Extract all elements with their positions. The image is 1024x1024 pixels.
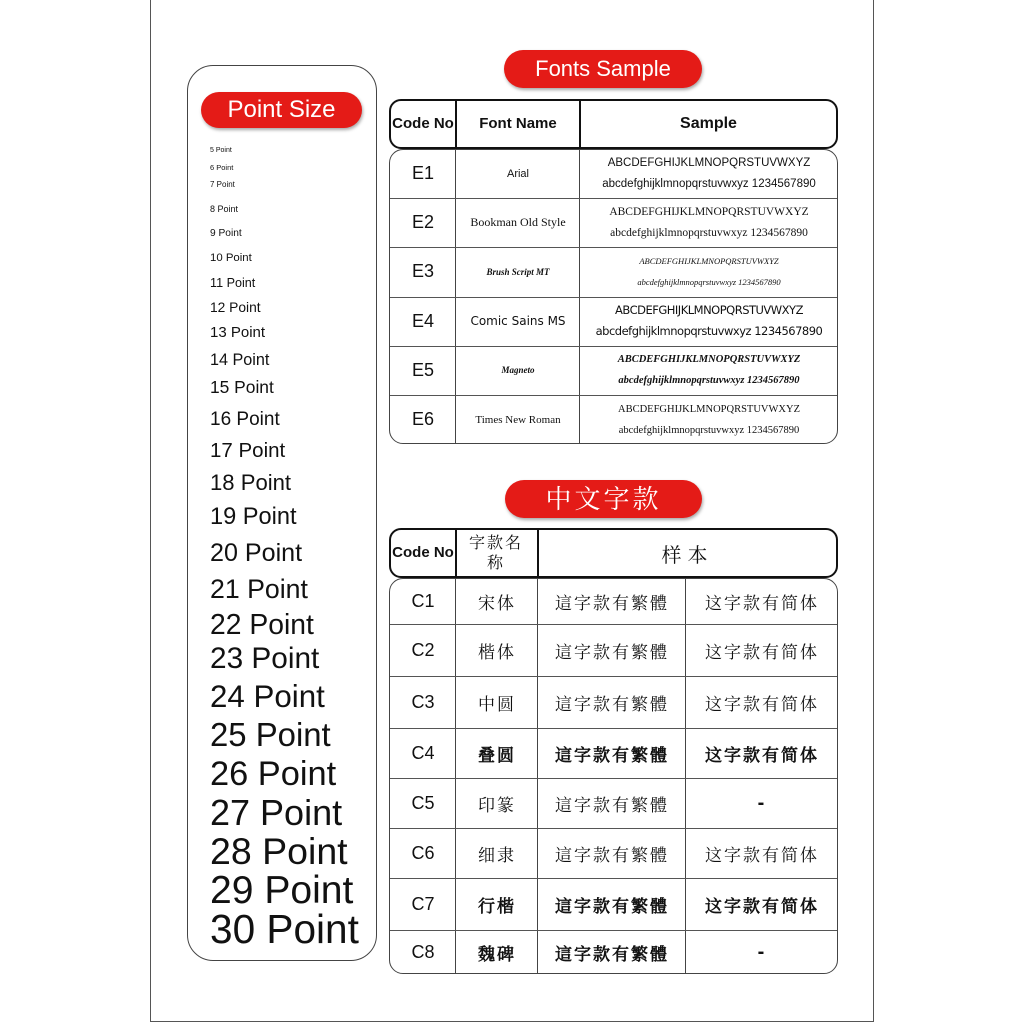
sample-uppercase: ABCDEFGHIJKLMNOPQRSTUVWXYZ <box>617 403 800 415</box>
header-sample: Sample <box>680 115 737 132</box>
cn-font-code: C3 <box>411 691 435 712</box>
sample-uppercase: ABCDEFGHIJKLMNOPQRSTUVWXYZ <box>639 255 779 266</box>
cn-sample-traditional: 這字款有繁體 <box>555 694 669 714</box>
sample-lowercase: abcdefghijklmnopqrstuvwxyz 1234567890 <box>618 424 800 436</box>
point-size-item: 22 Point <box>210 608 314 640</box>
point-size-item: 27 Point <box>210 792 343 833</box>
font-sample <box>581 346 837 395</box>
font-code: E5 <box>411 359 435 380</box>
cn-font-code: C8 <box>411 941 435 962</box>
point-size-title: Point Size <box>201 92 362 128</box>
sample-uppercase: ABCDEFGHIJKLMNOPQRSTUVWXYZ <box>617 354 801 366</box>
font-name: Magneto <box>501 365 535 376</box>
cn-font-name: 魏碑 <box>478 944 516 964</box>
point-size-item: 28 Point <box>210 830 348 872</box>
divider <box>537 578 538 974</box>
font-name: Arial <box>506 167 529 180</box>
font-code: E6 <box>411 409 435 430</box>
cn-font-code: C2 <box>411 639 435 660</box>
cn-sample-simplified: - <box>757 940 767 963</box>
sample-lowercase: abcdefghijklmnopqrstuvwxyz 1234567890 <box>618 375 800 387</box>
point-size-item: 29 Point <box>210 869 354 912</box>
font-sample <box>581 395 837 444</box>
point-size-item: 15 Point <box>210 377 274 397</box>
point-size-item: 12 Point <box>210 300 261 315</box>
cn-sample-simplified: 这字款有简体 <box>705 896 819 916</box>
sample-lowercase: abcdefghijklmnopqrstuvwxyz 1234567890 <box>595 324 823 339</box>
font-code: E2 <box>411 212 435 233</box>
sample-uppercase: ABCDEFGHIJKLMNOPQRSTUVWXYZ <box>615 303 803 318</box>
font-name: Brush Script MT <box>486 266 550 277</box>
cn-sample-traditional: 這字款有繁體 <box>555 642 669 662</box>
cn-sample-simplified: 这字款有简体 <box>705 593 819 613</box>
point-size-item: 16 Point <box>210 409 280 430</box>
cn-font-code: C5 <box>411 792 435 813</box>
cn-sample-traditional: 這字款有繁體 <box>555 795 669 815</box>
point-size-item: 25 Point <box>210 716 331 753</box>
cn-font-name: 叠圆 <box>478 745 516 765</box>
header-code-no: Code No <box>392 115 454 132</box>
font-name: Bookman Old Style <box>470 215 566 230</box>
cn-sample-traditional: 這字款有繁體 <box>555 896 669 916</box>
cn-header-sample: 样本 <box>661 544 714 567</box>
point-size-item: 20 Point <box>210 539 303 567</box>
cn-font-code: C1 <box>411 590 435 611</box>
point-size-item: 14 Point <box>210 351 270 369</box>
cn-font-name: 中圆 <box>478 694 516 714</box>
font-sample <box>581 247 837 296</box>
cn-header-font-name: 字款名称 <box>468 535 523 572</box>
cn-sample-traditional: 這字款有繁體 <box>555 845 669 865</box>
cn-font-code: C4 <box>411 742 435 763</box>
cn-sample-simplified: 这字款有简体 <box>705 745 819 765</box>
point-size-item: 26 Point <box>210 755 337 793</box>
cn-sample-traditional: 這字款有繁體 <box>555 944 669 964</box>
font-code: E1 <box>411 163 435 184</box>
fonts-sample-title: Fonts Sample <box>504 50 702 88</box>
cn-sample-simplified: 这字款有简体 <box>705 694 819 714</box>
font-code: E3 <box>411 261 435 282</box>
divider <box>455 528 457 578</box>
font-sample <box>581 297 837 346</box>
cn-sample-simplified: 这字款有简体 <box>705 845 819 865</box>
cn-font-name: 细隶 <box>478 845 516 865</box>
sample-lowercase: abcdefghijklmnopqrstuvwxyz 1234567890 <box>637 276 781 287</box>
font-sample <box>581 198 837 247</box>
point-size-item: 23 Point <box>210 642 320 675</box>
point-size-item: 11 Point <box>210 276 256 290</box>
cn-font-name: 印篆 <box>478 795 516 815</box>
point-size-item: 21 Point <box>210 574 308 604</box>
point-size-item: 7 Point <box>210 180 235 189</box>
chinese-fonts-title: 中文字款 <box>505 480 702 518</box>
font-name: Times New Roman <box>475 413 561 426</box>
point-size-item: 5 Point <box>210 147 232 154</box>
cn-sample-traditional: 這字款有繁體 <box>555 593 669 613</box>
point-size-item: 9 Point <box>210 228 242 239</box>
divider <box>455 578 456 974</box>
font-name: Comic Sains MS <box>470 314 566 329</box>
sample-lowercase: abcdefghijklmnopqrstuvwxyz 1234567890 <box>610 226 808 239</box>
font-code: E4 <box>411 310 435 331</box>
cn-font-code: C6 <box>411 842 435 863</box>
cn-sample-simplified: 这字款有简体 <box>705 642 819 662</box>
sample-lowercase: abcdefghijklmnopqrstuvwxyz 1234567890 <box>602 177 816 190</box>
font-sample <box>581 149 837 198</box>
cn-font-name: 行楷 <box>478 896 516 916</box>
point-size-item: 6 Point <box>210 163 234 172</box>
point-size-item: 19 Point <box>210 504 297 530</box>
sample-uppercase: ABCDEFGHIJKLMNOPQRSTUVWXYZ <box>609 205 809 218</box>
cn-header-code-no: Code No <box>392 544 454 561</box>
cn-sample-simplified: - <box>757 791 767 814</box>
cn-sample-traditional: 這字款有繁體 <box>555 745 669 765</box>
header-font-name: Font Name <box>479 115 557 132</box>
point-size-item: 30 Point <box>210 906 359 952</box>
point-size-item: 17 Point <box>210 439 286 462</box>
cn-font-code: C7 <box>411 893 435 914</box>
cn-font-name: 楷体 <box>478 642 516 662</box>
point-size-item: 8 Point <box>210 204 239 214</box>
point-size-item: 18 Point <box>210 470 292 495</box>
divider <box>685 578 686 974</box>
point-size-item: 13 Point <box>210 324 266 341</box>
point-size-item: 24 Point <box>210 679 325 714</box>
sample-uppercase: ABCDEFGHIJKLMNOPQRSTUVWXYZ <box>607 156 811 169</box>
point-size-item: 10 Point <box>210 252 252 264</box>
cn-font-name: 宋体 <box>478 593 516 613</box>
